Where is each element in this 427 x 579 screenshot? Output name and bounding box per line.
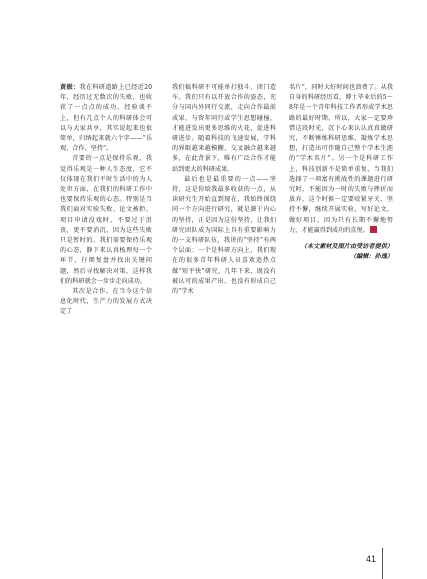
source-credit: （本文素材及图片由受访者提供） xyxy=(300,243,393,251)
paragraph-cooperation-cont: 我们搞科研不可能单打独斗、闭门造车。我们只有以开放合作的姿态，充分与国内外同行交流，走向合作最前成果，与资年同行或学生思想碰撞，才能进发出更多思维的火花，促进科研进步。随着科技的飞速发展，学科的界限越来越模糊，交叉融合越来越多，在此背景下，唯有广泛合作才能站到更大的科研成果。 xyxy=(172,84,276,173)
paragraph-text: 名片”，同时大好时间也浪费了。从我自身的科研经历看，博士毕业后的5～8年是一个青年科技工作者形成学术思路的最好时期，所以，大家一定要珍惜这段时光，沉下心来认认真真做研究，不断锤炼科研思维、凝炼学术思想，打造出可伴随自己整个学术生涯的“学术名片”。另一个是科研工作上，科技创新不是简单重复，当我们选择了一项富有挑战性的课题进行研究时，不能因为一时的失败与挫折而放弃，这个时候一定要咬紧牙关、坚持不懈，继续开展实验，写好论文，做好项目，因为只有长期不懈地努力，才能赢得到成功的喜悦。 xyxy=(289,84,393,234)
paragraph-cooperation: 其次是合作。在当今这个信息化时代，生产力的发展方式决定了 xyxy=(60,288,152,316)
page-number-rule xyxy=(382,548,383,579)
page-number: 41 xyxy=(366,554,377,564)
end-of-article-mark xyxy=(370,226,377,233)
interview-answer-intro xyxy=(60,83,152,154)
paragraph-optimism: 首要的一点是保持乐观，我觉得乐观是一种人生态度，它不仅体现在我们平时生活中的为人处世方面，在我们的科研工作中也要保持乐观的心态。特别是当我们面对实验失败、论文被拒、项目申请没戏时，不要过于沮丧，更不要消沉，因为这些失败只是暂时的。我们需要保持乐观的心态，静下来认真梳理每一个环节，仔细复盘并找出关键问题，然后寻找解决对策，这样我们的科研就会一步步走向成功。 xyxy=(60,155,152,285)
paragraph-persistence: 最后也是最重要的一点——坚持，这是你给我最多收获的一点，从读研究生开始直到现在，我始终围绕同一个方向进行研究，就是源于内心的坚持，正是因为这份坚持，让我们研究团队成为国际上具有重要影响力的一支科研队伍，我讲的“坚持”有两个层面：一个是科研方向上，我们现在的很多青年科研人员喜欢追热点做“短平快”研究，几年下来，既没有被认可的成果产出，也没有形成自己的“学术 xyxy=(172,175,276,296)
speaker-name: 黄振： xyxy=(60,84,80,91)
column-right xyxy=(289,83,393,262)
paragraph-persistence-cont xyxy=(289,83,393,236)
column-middle xyxy=(172,83,276,297)
editor-credit: （编辑：孙逸） xyxy=(349,253,393,261)
column-left xyxy=(60,83,152,318)
paragraph-text: 我在科研道路上已经近20年，经历过无数次的失败，也收获了一点点的成功，经验谈不上，但有几点个人的科研体会可以与大家共享，其实说起来也很简单，归纳起来就六个字——“乐观、合作、坚持”。 xyxy=(60,84,152,153)
